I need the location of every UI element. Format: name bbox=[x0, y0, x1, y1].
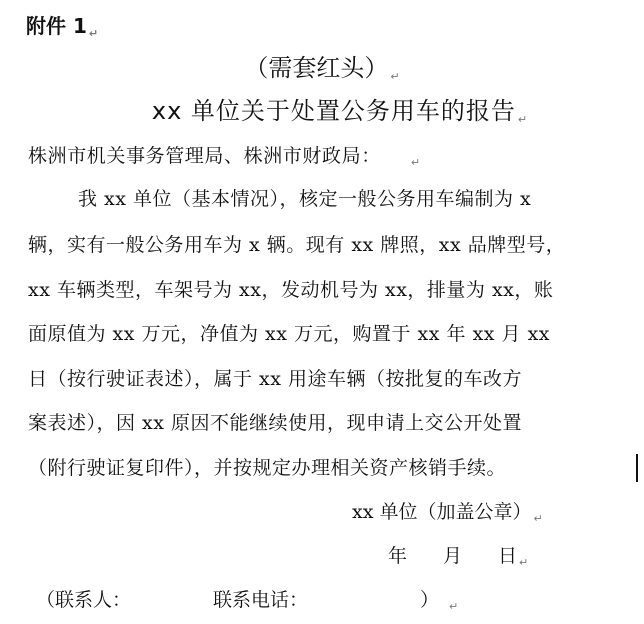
red-header-note-text: （需套红头） bbox=[244, 54, 389, 82]
body-line: xx 车辆类型，车架号为 xx，发动机号为 xx，排量为 xx，账 bbox=[28, 279, 554, 301]
paragraph-mark-icon: ↵ bbox=[519, 556, 529, 569]
date-month: 月 bbox=[443, 545, 463, 567]
signature-text: xx 单位（加盖公章） bbox=[352, 501, 532, 523]
paragraph-mark-icon: ↵ bbox=[533, 512, 543, 525]
contact-phone-label: 联系电话： bbox=[213, 589, 309, 611]
body-line: 面原值为 xx 万元，净值为 xx 万元，购置于 xx 年 xx 月 xx bbox=[28, 323, 551, 345]
recipient-text: 株洲市机关事务管理局、株洲市财政局： bbox=[28, 145, 381, 167]
body-line: 案表述），因 xx 原因不能继续使用，现申请上交公开处置 bbox=[28, 412, 523, 434]
recipient-line bbox=[28, 145, 421, 169]
document-title bbox=[0, 97, 644, 126]
document-title-text: xx 单位关于处置公务用车的报告 bbox=[151, 97, 516, 125]
paragraph-mark-icon: ↵ bbox=[410, 156, 421, 169]
contact-line bbox=[36, 589, 459, 613]
red-header-note bbox=[0, 54, 644, 83]
body-line: 日（按行驶证表述），属于 xx 用途车辆（按批复的车改方 bbox=[28, 368, 523, 390]
attachment-label bbox=[26, 14, 99, 40]
signature-line bbox=[352, 501, 543, 525]
contact-close-paren: ） bbox=[420, 589, 440, 611]
text-cursor bbox=[636, 454, 638, 482]
paragraph-mark-icon: ↵ bbox=[390, 70, 400, 83]
date-day: 日 bbox=[498, 545, 518, 567]
date-line bbox=[388, 545, 529, 569]
body-line: 辆，实有一般公务用车为 x 辆。现有 xx 牌照，xx 品牌型号， bbox=[28, 234, 566, 256]
paragraph-mark-icon: ↵ bbox=[517, 113, 529, 126]
paragraph-mark-icon: ↵ bbox=[449, 600, 459, 613]
paragraph-mark-icon: ↵ bbox=[88, 27, 99, 40]
attachment-label-text: 附件 1 bbox=[26, 14, 87, 38]
date-year: 年 bbox=[388, 545, 408, 567]
body-line: （附行驶证复印件），并按规定办理相关资产核销手续。 bbox=[28, 457, 507, 479]
body-line: 我 xx 单位（基本情况），核定一般公务用车编制为 x bbox=[78, 188, 532, 210]
contact-person-label: （联系人： bbox=[36, 589, 132, 611]
